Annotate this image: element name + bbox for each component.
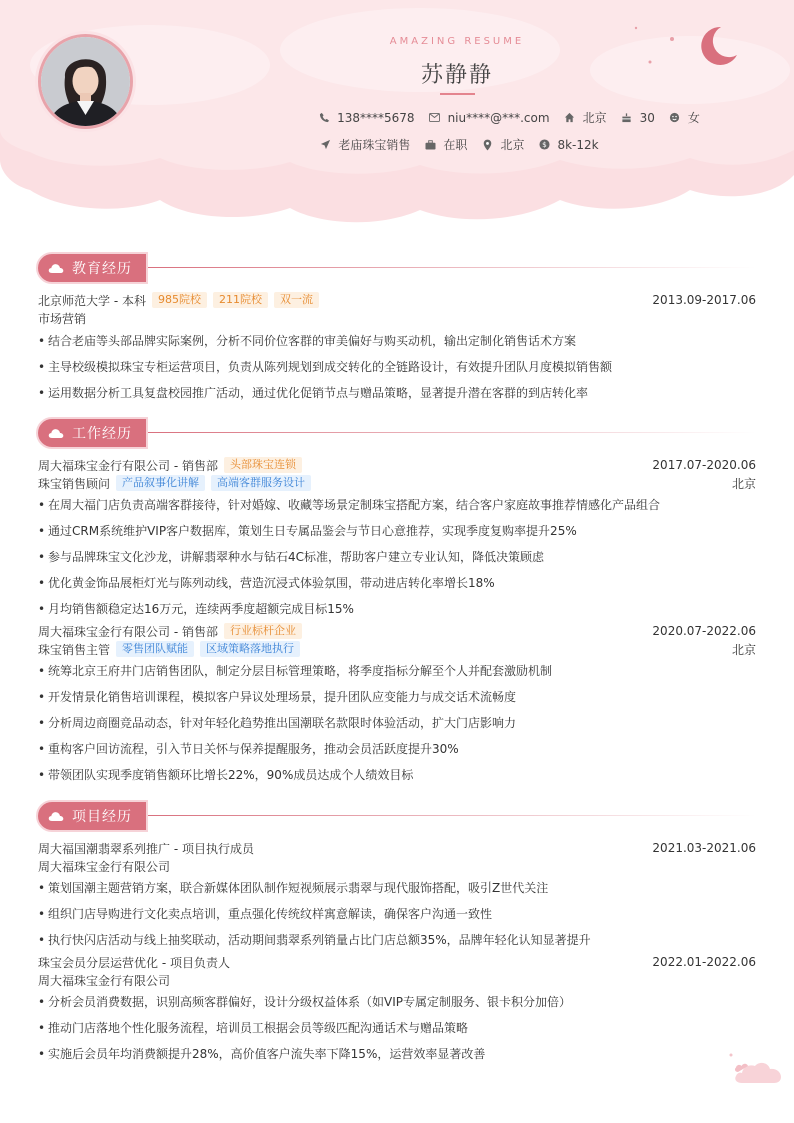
city-item — [564, 109, 607, 126]
company-tag: 行业标杆企业 — [224, 623, 302, 639]
company-name: 周大福珠宝金行有限公司 - 销售部 — [38, 624, 218, 639]
list-item: • 参与品牌珠宝文化沙龙，讲解翡翠种水与钻石4C标准，帮助客户建立专业认知，降低决策顾虑 — [38, 544, 756, 570]
home-icon — [564, 112, 576, 124]
project-company: 周大福珠宝金行有限公司 — [38, 973, 171, 988]
project-row — [38, 953, 756, 971]
phone-text: 138****5678 — [337, 110, 415, 125]
work-title: 工作经历 — [72, 426, 132, 442]
target-city-text: 北京 — [500, 138, 525, 152]
email-item — [429, 109, 550, 126]
work-date: 2020.07-2022.06 — [652, 624, 756, 638]
major-name: 市场营销 — [38, 311, 87, 326]
list-item: • 统筹北京王府井门店销售团队，制定分层目标管理策略，将季度指标分解至个人并配套激励机制 — [38, 658, 756, 684]
list-item: • 主导校级模拟珠宝专柜运营项目，负责从陈列规划到成交转化的全链路设计，有效提升团队月度模拟销售额 — [38, 354, 756, 380]
salary-text: 8k-12k — [557, 137, 599, 152]
work-entry-2 — [38, 622, 756, 788]
school-name: 北京师范大学 - 本科 — [38, 293, 146, 308]
list-item: • 实施后会员年均消费额提升28%，高价值客户流失率下降15%，运营效率显著改善 — [38, 1041, 756, 1067]
project-entry-2 — [38, 953, 756, 1067]
briefcase-icon — [424, 139, 436, 151]
cloud-icon — [48, 428, 64, 439]
project-bullets — [38, 989, 756, 1067]
status-text: 在职 — [443, 138, 468, 152]
company-name: 周大福珠宝金行有限公司 - 销售部 — [38, 458, 218, 473]
location-icon — [481, 139, 493, 151]
email-text: niu****@***.com — [447, 110, 550, 125]
position-name: 珠宝销售主管 — [38, 642, 111, 657]
send-icon — [319, 139, 331, 151]
brand-text: AMAZING RESUME — [389, 36, 525, 47]
project-company-row — [38, 971, 756, 989]
list-item: • 开发情景化销售培训课程，模拟客户异议处理场景，提升团队应变能力与成交话术流畅度 — [38, 684, 756, 710]
project-entry-1 — [38, 839, 756, 953]
money-icon — [538, 139, 550, 151]
company-row — [38, 456, 756, 474]
salary-item — [538, 136, 598, 153]
project-company-row — [38, 857, 756, 875]
work-bullets — [38, 658, 756, 788]
work-section-header — [36, 417, 756, 449]
project-date: 2021.03-2021.06 — [652, 841, 756, 855]
work-bullets — [38, 492, 756, 622]
work-location: 北京 — [731, 642, 756, 657]
position-row — [38, 640, 756, 658]
list-item: • 在周大福门店负责高端客群接待，针对婚嫁、收藏等场景定制珠宝搭配方案，结合客户家庭故事推荐情感化产品组合 — [38, 492, 756, 518]
name-divider — [440, 93, 475, 95]
work-date: 2017.07-2020.06 — [652, 458, 756, 472]
project-date: 2022.01-2022.06 — [652, 955, 756, 969]
education-title: 教育经历 — [72, 261, 132, 277]
skill-tag: 高端客群服务设计 — [211, 475, 311, 491]
project-name: 珠宝会员分层运营优化 - 项目负责人 — [38, 955, 230, 970]
work-title-pill — [36, 417, 148, 449]
cake-icon — [621, 112, 633, 124]
gender-icon — [669, 112, 681, 124]
school-tag: 211院校 — [213, 292, 268, 308]
education-title-pill — [36, 252, 148, 284]
status-item — [424, 136, 467, 153]
list-item: • 重构客户回访流程，引入节日关怀与保养提醒服务，推动会员活跃度提升30% — [38, 736, 756, 762]
school-tag: 双一流 — [274, 292, 319, 308]
skill-tag: 产品叙事化讲解 — [116, 475, 205, 491]
company-tag: 头部珠宝连锁 — [224, 457, 302, 473]
target-job-item — [319, 136, 410, 153]
gender-item — [669, 109, 700, 126]
list-item: • 通过CRM系统维护VIP客户数据库，策划生日专属品鉴会与节日心意推荐，实现季度复购率提升25% — [38, 518, 756, 544]
education-section-header — [36, 252, 756, 284]
target-city-item — [481, 136, 524, 153]
skill-tag: 零售团队赋能 — [116, 641, 194, 657]
skill-tag: 区域策略落地执行 — [200, 641, 300, 657]
cloud-icon — [48, 263, 64, 274]
list-item: • 分析周边商圈竞品动态，针对年轻化趋势推出国潮联名款限时体验活动，扩大门店影响力 — [38, 710, 756, 736]
list-item: • 运用数据分析工具复盘校园推广活动，通过优化促销节点与赠品策略，显著提升潜在客群的到店转化率 — [38, 380, 756, 406]
company-row — [38, 622, 756, 640]
cloud-icon — [48, 811, 64, 822]
work-entry-1 — [38, 456, 756, 622]
project-bullets — [38, 875, 756, 953]
school-tag: 985院校 — [152, 292, 207, 308]
phone-item — [318, 109, 414, 126]
position-name: 珠宝销售顾问 — [38, 476, 111, 491]
phone-icon — [318, 112, 330, 124]
moon-icon — [697, 25, 739, 67]
list-item: • 推动门店落地个性化服务流程，培训员工根据会员等级匹配沟通话术与赠品策略 — [38, 1015, 756, 1041]
section-divider — [148, 815, 756, 816]
age-text: 30 — [639, 110, 655, 125]
city-text: 北京 — [582, 111, 607, 125]
age-item — [621, 109, 655, 126]
list-item: • 分析会员消费数据，识别高频客群偏好，设计分级权益体系（如VIP专属定制服务、银卡积分加倍） — [38, 989, 756, 1015]
project-company: 周大福珠宝金行有限公司 — [38, 859, 171, 874]
education-bullets — [38, 328, 756, 406]
list-item: • 月均销售额稳定达16万元，连续两季度超额完成目标15% — [38, 596, 756, 622]
cloud-decoration-icon — [728, 1052, 784, 1086]
intent-row — [62, 136, 794, 153]
work-location: 北京 — [731, 476, 756, 491]
list-item: • 组织门店导购进行文化卖点培训，重点强化传统纹样寓意解读，确保客户沟通一致性 — [38, 901, 756, 927]
project-section-header — [36, 800, 756, 832]
target-job-text: 老庙珠宝销售 — [338, 138, 411, 152]
section-divider — [148, 432, 756, 433]
resume-header — [0, 0, 794, 230]
major-row — [38, 309, 756, 327]
svg-text:$: $ — [542, 140, 547, 150]
education-date: 2013.09-2017.06 — [652, 293, 756, 307]
education-row — [38, 291, 756, 309]
list-item: • 带领团队实现季度销售额环比增长22%，90%成员达成个人绩效目标 — [38, 762, 756, 788]
mail-icon — [429, 112, 441, 124]
education-entry — [38, 291, 756, 406]
position-row — [38, 474, 756, 492]
list-item: • 执行快闪店活动与线上抽奖联动，活动期间翡翠系列销量占比门店总额35%，品牌年轻化认知显著提升 — [38, 927, 756, 953]
gender-text: 女 — [687, 111, 700, 125]
project-title-pill — [36, 800, 148, 832]
section-divider — [148, 267, 756, 268]
project-name: 周大福国潮翡翠系列推广 - 项目执行成员 — [38, 841, 254, 856]
list-item: • 结合老庙等头部品牌实际案例，分析不同价位客群的审美偏好与购买动机，输出定制化销售话术方案 — [38, 328, 756, 354]
project-row — [38, 839, 756, 857]
list-item: • 优化黄金饰品展柜灯光与陈列动线，营造沉浸式体验氛围，带动进店转化率增长18% — [38, 570, 756, 596]
project-title: 项目经历 — [72, 809, 132, 825]
candidate-name: 苏静静 — [420, 63, 493, 88]
contact-row — [112, 109, 794, 126]
list-item: • 策划国潮主题营销方案，联合新媒体团队制作短视频展示翡翠与现代服饰搭配，吸引Z世代关注 — [38, 875, 756, 901]
